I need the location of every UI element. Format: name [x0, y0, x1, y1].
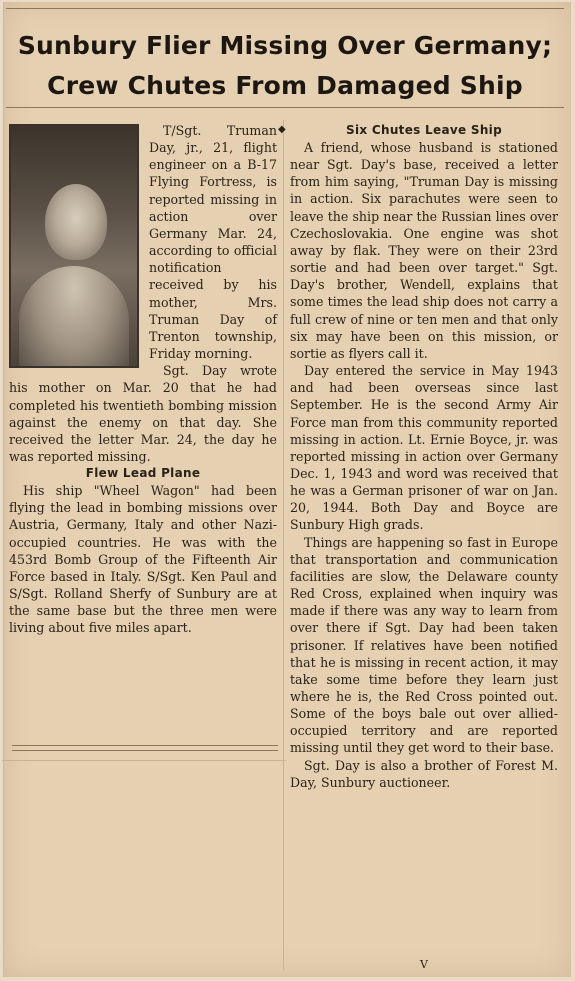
- photo-head: [45, 184, 107, 260]
- article-paragraph: T/Sgt. Truman Day, jr., 21, flight engineer on a B-17 Flying Fortress, is reported missing in action over Germany Mar. 24, according to official notification received by his mother, Mrs. Truman Day of Trenton township, Friday morning.: [149, 123, 277, 362]
- right-column: [290, 122, 558, 791]
- clipping-edge: [2, 760, 286, 761]
- article-paragraph: Day entered the service in May 1943 and had been overseas since last September. He is the second Army Air Force man from this community reported missing in action. Lt. Ernie Boyce, jr. was reported missing in action over Germany Dec. 1, 1943 and word was received that he was a German prisoner of war on Jan. 20, 1944. Both Day and Boyce are Sunbury High grads.: [290, 363, 558, 533]
- column-end-rule: [12, 745, 278, 746]
- article-paragraph: Things are happening so fast in Europe that transportation and communication facilities are slow, the Delaware county Red Cross, explained when inquiry was made if there was any way to learn from over there if Sgt. Day had been taken prisoner. If relatives have been notified that he is missing in recent action, it may take some time before they learn just where he is, the Red Cross pointed out. Some of the boys bale out over allied-occupied territory and are reported missing until they get word to their base.: [290, 534, 558, 756]
- article-paragraph: Sgt. Day wrote his mother on Mar. 20 that he had completed his twentieth bombing mission against the enemy on that day. She received the letter Mar. 24, the day he was reported missing.: [9, 363, 277, 464]
- portrait-photo: [9, 124, 139, 368]
- left-column: [9, 122, 277, 637]
- column-end-rule: [12, 750, 278, 751]
- diamond-ornament-icon: ◆: [278, 124, 286, 135]
- article-paragraph: His ship "Wheel Wagon" had been flying the lead in bombing missions over Austria, Germany, Italy and other Nazi-occupied countries. He was with the 453rd Bomb Group of the Fifteenth Air Force based in Italy. S/Sgt. Ken Paul and S/Sgt. Rolland Sherfy of Sunbury are at the same base but the three men were living about five miles apart.: [9, 483, 277, 636]
- headline-line-2: Crew Chutes From Damaged Ship: [47, 71, 523, 100]
- headline: [6, 8, 564, 108]
- subhead-flew-lead-plane: Flew Lead Plane: [85, 466, 201, 481]
- photo-shoulders: [19, 266, 129, 368]
- subhead-six-chutes: Six Chutes Leave Ship: [346, 123, 502, 137]
- article-paragraph: Sgt. Day is also a brother of Forest M. Day, Sunbury auctioneer.: [290, 757, 558, 790]
- headline-line-1: Sunbury Flier Missing Over Germany;: [17, 31, 553, 60]
- column-divider: [283, 120, 284, 970]
- article-paragraph: A friend, whose husband is stationed near Sgt. Day's base, received a letter from him saying, "Truman Day is missing in action. Six parachutes were seen to leave the ship near the Russian lines over Czechoslovakia. One engine was shot away by flak. They were on their 23rd sortie and had been over target." Sgt. Day's brother, Wendell, explains that some times the lead ship does not carry a full crew of nine or ten men and that only six may have been on this mission, or sortie as flyers call it.: [290, 140, 558, 361]
- end-mark: V: [420, 958, 428, 971]
